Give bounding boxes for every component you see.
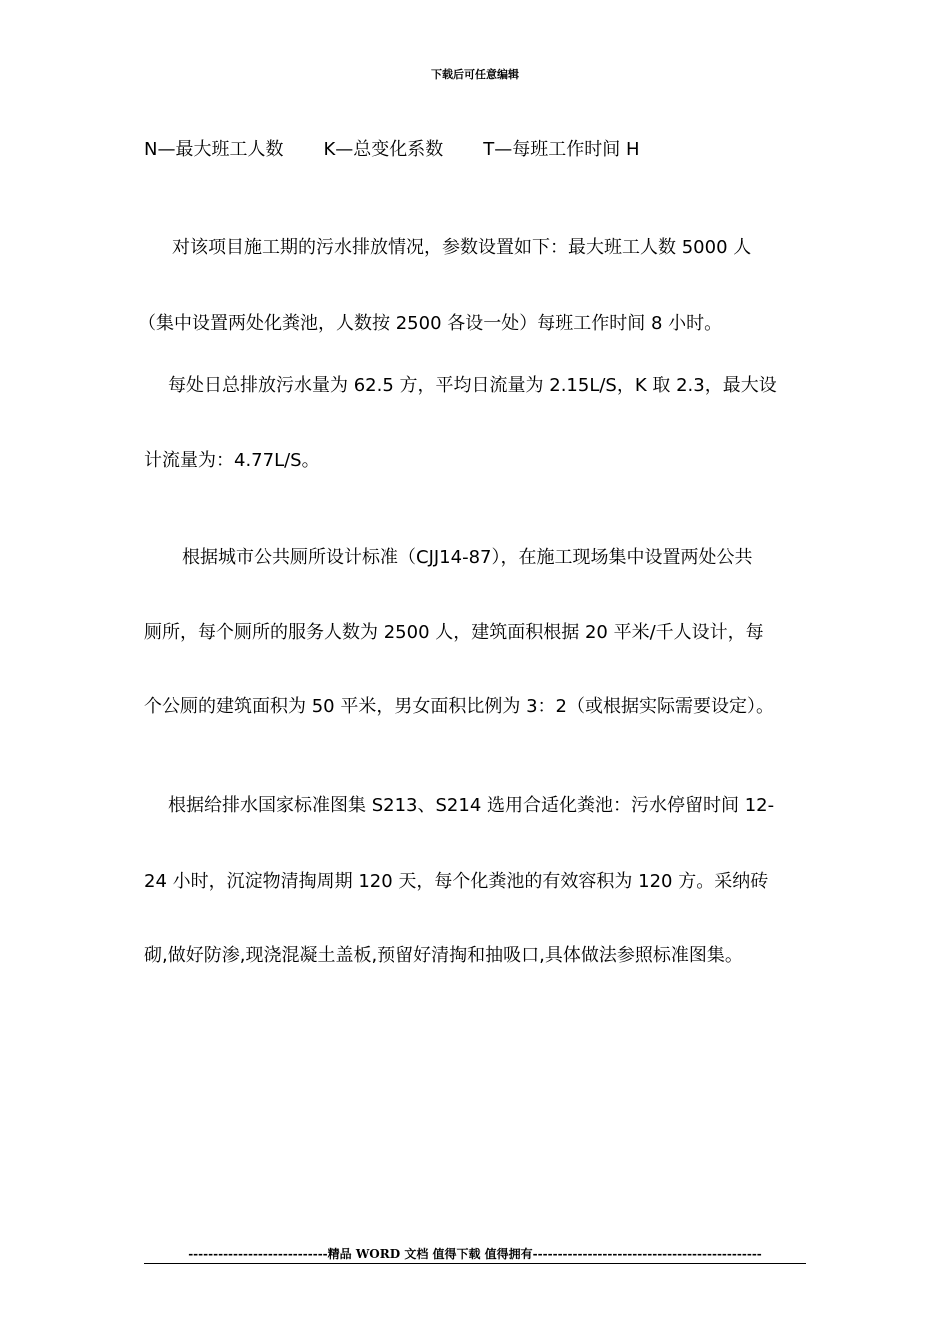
legend-t: T—每班工作时间 H <box>483 139 640 160</box>
paragraph-2-line-1: 每处日总排放污水量为 62.5 方，平均日流量为 2.15L/S，K 取 2.3，最大设 <box>168 375 777 396</box>
paragraph-3-line-3: 个公厕的建筑面积为 50 平米，男女面积比例为 3：2（或根据实际需要设定）。 <box>144 696 774 717</box>
paragraph-2-line-2: 计流量为：4.77L/S。 <box>144 450 320 471</box>
page-header: 下载后可任意编辑 <box>431 68 519 81</box>
legend-n: N—最大班工人数 <box>144 139 284 160</box>
variable-legend <box>144 138 814 162</box>
legend-k: K—总变化系数 <box>323 139 444 160</box>
footer-divider <box>144 1263 806 1264</box>
paragraph-3-line-1: 根据城市公共厕所设计标准（CJJ14-87），在施工现场集中设置两处公共 <box>182 547 753 568</box>
paragraph-3-line-2: 厕所，每个厕所的服务人数为 2500 人，建筑面积根据 20 平米/千人设计，每 <box>144 622 764 643</box>
paragraph-4-line-1: 根据给排水国家标准图集 S213、S214 选用合适化粪池：污水停留时间 12- <box>168 795 775 816</box>
paragraph-1-line-1: 对该项目施工期的污水排放情况，参数设置如下：最大班工人数 5000 人 <box>172 237 752 258</box>
paragraph-4-line-2: 24 小时，沉淀物清掏周期 120 天，每个化粪池的有效容积为 120 方。采纳砖 <box>144 871 769 892</box>
page-footer: ----------------------------精品 WORD 文档 值得下载 值得拥有---------------------------------------------- <box>188 1247 762 1261</box>
paragraph-4-line-3: 砌,做好防渗,现浇混凝土盖板,预留好清掏和抽吸口,具体做法参照标准图集。 <box>144 945 743 966</box>
paragraph-1-line-2: （集中设置两处化粪池，人数按 2500 各设一处）每班工作时间 8 小时。 <box>138 313 723 334</box>
